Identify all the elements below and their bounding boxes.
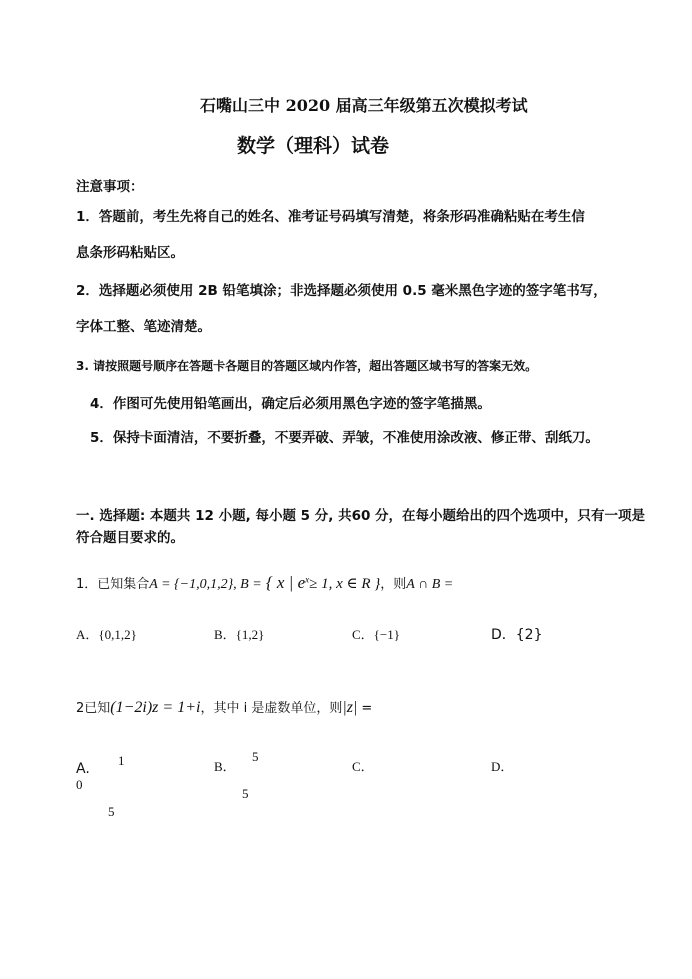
question-1-result: A ∩ B = [406, 577, 454, 592]
section-instructions-line-1: 一. 选择题: 本题共 12 小题, 每小题 5 分, 共60 分，在每小题给出的四个选项中，只有一项是 [76, 508, 646, 524]
question-2-option-d-label: D． [491, 759, 514, 774]
note-item-1-line-1: 1．答题前，考生先将自己的姓名、准考证号码填写清楚，将条形码准确粘贴在考生信 [76, 209, 585, 225]
question-2-equals: = [361, 701, 373, 716]
question-2-abs: |z| [342, 699, 358, 716]
question-2-option-b-numerator: 5 [252, 749, 259, 764]
question-2-option-a-denominator: 5 [108, 804, 115, 819]
note-item-1-line-2: 息条形码粘贴区。 [76, 245, 184, 261]
question-1 [76, 574, 453, 592]
question-1-prefix: 1．已知集合 [76, 577, 150, 592]
question-1-option-b: B．{1,2} [214, 627, 265, 642]
question-1-option-c: C．{−1} [352, 627, 400, 642]
question-2-option-a-numerator: 1 [118, 753, 125, 768]
question-2-option-b-label: B． [214, 759, 236, 774]
question-2-option-a-label: A. [76, 761, 90, 777]
question-2-prefix: 2已知 [76, 701, 111, 716]
section-instructions-line-2: 符合题目要求的。 [76, 530, 184, 546]
note-item-4: 4．作图可先使用铅笔画出，确定后必须用黑色字迹的签字笔描黑。 [90, 396, 491, 412]
question-2-option-b-denominator: 5 [242, 786, 249, 801]
question-2-option-a-subscript: 0 [76, 777, 83, 792]
question-1-option-d: D．{2} [491, 627, 543, 643]
note-item-2-line-1: 2．选择题必须使用 2B 铅笔填涂；非选择题必须使用 0.5 毫米黑色字迹的签字笔书写， [76, 283, 607, 299]
question-2-expression: (1−2i)z = 1+i [110, 699, 201, 716]
exam-subtitle: 数学（理科）试卷 [237, 135, 390, 157]
question-1-option-a: A．{0,1,2} [76, 627, 137, 642]
question-2-option-c-label: C． [352, 759, 374, 774]
note-item-3: 3. 请按照题号顺序在答题卡各题目的答题区域内作答，超出答题区域书写的答案无效。 [76, 359, 538, 373]
question-1-set-b: { x | e [265, 573, 306, 592]
question-1-set-a: A = {−1,0,1,2}, B = [149, 577, 262, 592]
question-2 [76, 700, 372, 716]
question-2-mid: ，其中 i 是虚数单位，则 [200, 701, 343, 716]
notes-heading: 注意事项： [76, 179, 144, 195]
note-item-2-line-2: 字体工整、笔迹清楚。 [76, 319, 211, 335]
question-1-exponent: x [305, 574, 310, 585]
question-1-suffix: ，则 [380, 577, 407, 592]
note-item-5: 5．保持卡面清洁，不要折叠，不要弄破、弄皱，不准使用涂改液、修正带、刮纸刀。 [90, 430, 599, 446]
question-1-set-b-tail: ≥ 1, x ∈ R } [309, 576, 381, 592]
exam-title: 石嘴山三中 2020 届高三年级第五次模拟考试 [200, 96, 528, 115]
